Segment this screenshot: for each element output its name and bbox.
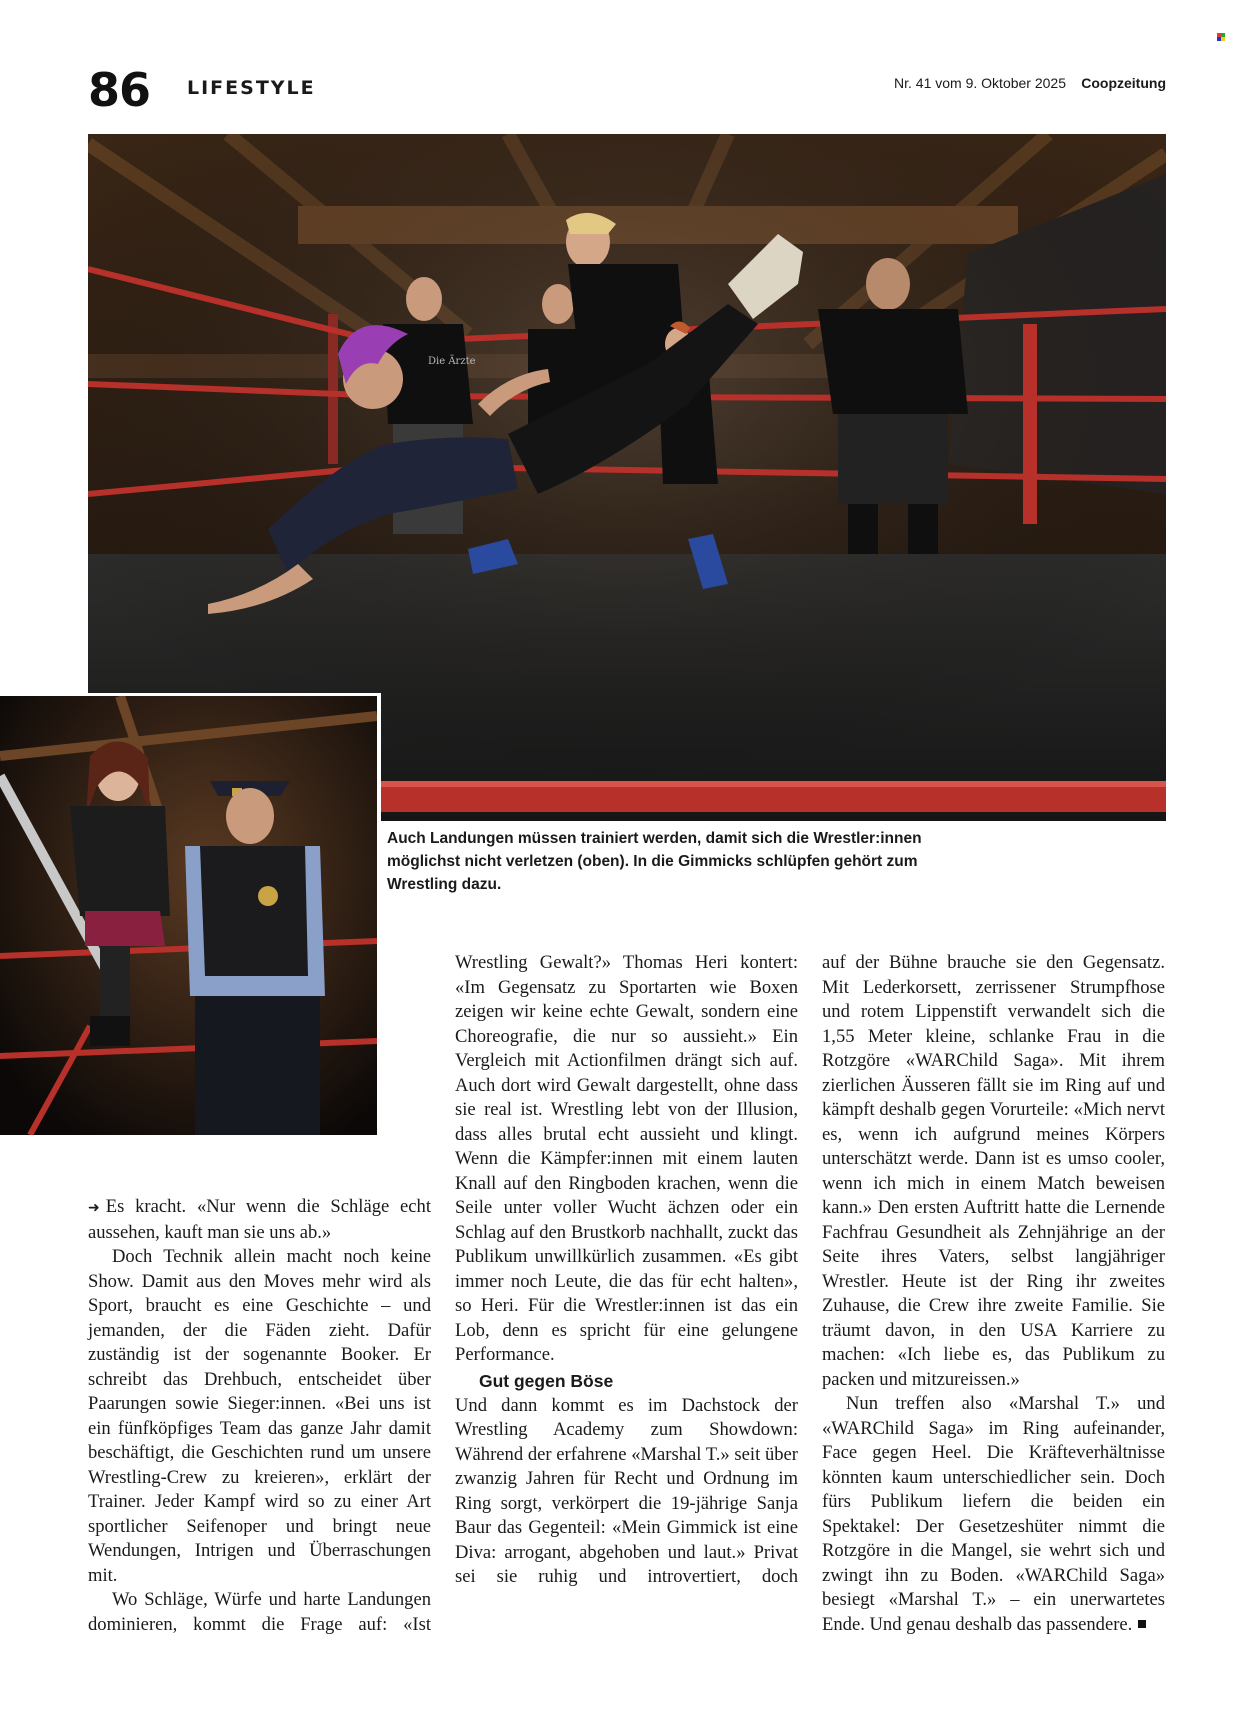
- publication-name: Coopzeitung: [1081, 75, 1166, 91]
- section-title: LIFESTYLE: [187, 77, 316, 99]
- paragraph: Nun treffen also «Marshal T.» und «WARChild Saga» im Ring aufeinander, Face gegen Heel. Die Kräfteverhältnisse könnten kaum unterschiedlicher sein. Doch fürs Publikum liefern die beiden ein Spektakel: Der Gesetzeshüter nimmt die Rotzgöre in die Mangel, sie wehrt sich und zwingt ihn zu Boden. «WARChild Saga» besiegt «Marshal T.» – ein unerwartetes Ende. Und genau deshalb das passendere.: [822, 1393, 1165, 1635]
- subheading: Gut gegen Böse: [479, 1370, 614, 1391]
- article-column-1: [88, 1195, 431, 1662]
- article-column-2: [455, 951, 798, 1614]
- article-column-3: [822, 951, 1165, 1637]
- page-header: [88, 63, 1166, 117]
- continuation-arrow-icon: ➜: [88, 1200, 100, 1216]
- svg-text:Die Ärzte: Die Ärzte: [428, 356, 476, 367]
- paragraph: Doch Technik allein macht noch keine Show. Damit aus den Moves mehr wird als Sport, braucht es eine Geschichte – und jemanden, der die Fäden zieht. Dafür zuständig ist der sogenannte Booker. Er schreibt das Drehbuch, entscheidet über Paarungen sowie Sieger:innen. «Bei uns ist ein fünfköpfiges Team das ganze Jahr damit beschäftigt, die Geschichten rund um unsere Wrestling-Crew zu kreieren», erklärt der Trainer. Jeder Kampf wird so zu einer Art sportlicher Seifenoper und bringt neue Wendungen, Intrigen und Überraschungen mit.: [88, 1246, 431, 1586]
- paragraph: ➜ Es kracht. «Nur wenn die Schläge echt aussehen, kauft man sie uns ab.»: [88, 1196, 431, 1243]
- paragraph: Wrestling Gewalt?» Thomas Heri kontert: «Im Gegensatz zu Sportarten wie Boxen zeigen wir keine echte Gewalt, sondern eine Choreografie, die nur so aussieht.» Ein Vergleich mit Actionfilmen drängt sich auf. Auch dort wird Gewalt dargestellt, ohne dass sie real ist. Wrestling lebt von der Illusion, dass alles brutal echt aussieht und klingt. Wenn die Kämpfer:innen mit einem lauten Knall auf den Ringboden krachen, wenn die Seile unter voller Wucht ächzen oder ein Schlag auf den Brustkorb nachhallt, zuckt das Publikum unwillkürlich zusammen. «Es gibt immer noch Leute, die das für echt halten», so Heri. Für die Wrestler:innen ist das ein Lob, denn es spricht für eine gelungene Performance.: [455, 952, 798, 1365]
- page-number: 86: [88, 63, 151, 117]
- paragraph: Und dann kommt es im Dachstock der Wrestling Academy zum Showdown: Während der erfahrene «Marshal T.» seit über zwanzig Jahren für Recht und Ordnung im Ring sorgt, verkörpert die 19-jährige Sanja Baur das Gegenteil: «Mein Gimmick ist eine Diva: arrogant, abgehoben und laut.» Privat sei sie ruhig und introvertiert, doch: [455, 1394, 798, 1587]
- color-registration-mark: [1217, 33, 1226, 42]
- inset-photo-wrestler-characters: [0, 693, 381, 1135]
- paragraph: auf der Bühne brauche sie den Gegensatz. Mit Lederkorsett, zerrissener Strumpfhose und rotem Lippenstift verwandelt sich die 1,55 Meter kleine, schlanke Frau in die Rotzgöre «WARChild Saga». Mit ihrem zierlichen Äusseren fällt sie im Ring auf und kämpft deshalb gegen Vorurteile: «Mich nervt es, wenn ich aufgrund meines Körpers unterschätzt werde. Dann ist es umso cooler, wenn ich mich in einem Match beweisen kann.» Den ersten Auftritt hatte die Lernende Fachfrau Gesundheit als Zehnjährige an der Seite ihres Vaters, selbst langjähriger Wrestler. Heute ist der Ring ihr zweites Zuhause, die Crew ihre zweite Familie. Sie träumt davon, in den USA Karriere zu machen: «Ich liebe es, das Publikum zu packen und mitzureissen.»: [822, 952, 1165, 1390]
- issue-date: Nr. 41 vom 9. Oktober 2025: [894, 75, 1066, 91]
- paragraph: Wo Schläge, Würfe und harte Landungen dominieren, kommt die Frage auf: «Ist: [88, 1589, 431, 1635]
- photo-caption: Auch Landungen müssen trainiert werden, damit sich die Wrestler:innen möglichst nicht verletzen (oben). In die Gimmicks schlüpfen gehört zum Wrestling dazu.: [387, 830, 922, 893]
- end-of-article-icon: [1138, 1620, 1146, 1628]
